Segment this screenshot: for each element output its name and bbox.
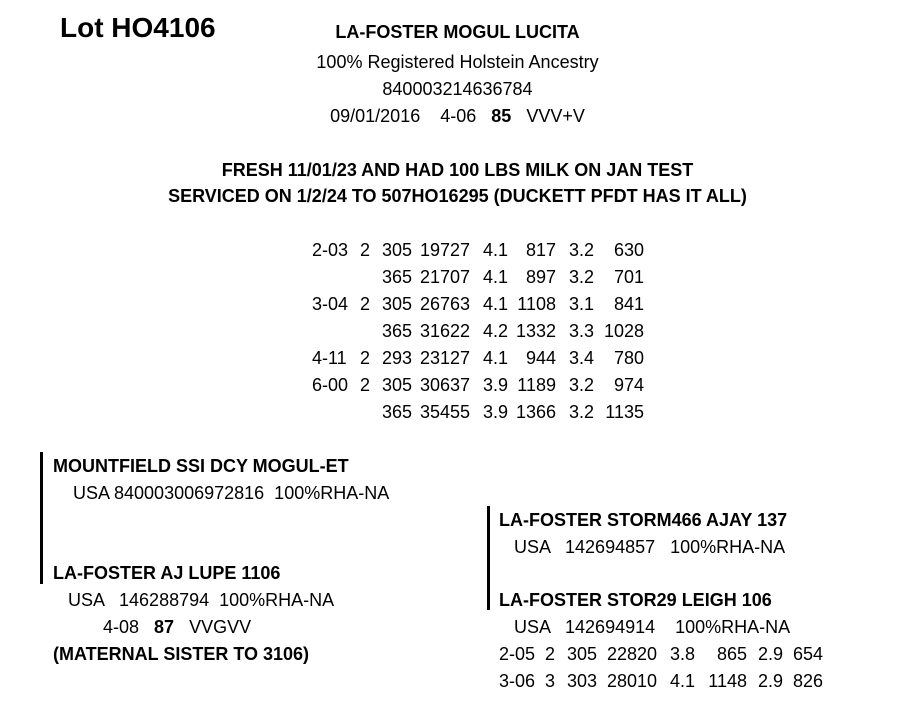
record-milk: 28010 — [606, 670, 657, 691]
record-row — [312, 345, 644, 371]
dam-note: (MATERNAL SISTER TO 3106) — [53, 644, 310, 664]
record-fat: 1148 — [708, 670, 747, 691]
granddam-record-row — [499, 641, 823, 667]
record-milk: 30637 — [419, 374, 470, 395]
record-pro-pct: 2.9 — [757, 643, 783, 664]
record-lactation: 2 — [359, 347, 370, 368]
record-fat: 944 — [525, 347, 556, 368]
record-milk: 31622 — [419, 320, 470, 341]
animal-name: LA-FOSTER MOGUL LUCITA — [335, 22, 580, 42]
dam-classification — [103, 617, 251, 638]
record-pro: 974 — [613, 374, 644, 395]
record-milk: 26763 — [419, 293, 470, 314]
ancestry-line: 100% Registered Holstein Ancestry — [316, 52, 599, 72]
record-lactation: 2 — [359, 374, 370, 395]
record-pro-pct: 3.2 — [568, 401, 594, 422]
record-row — [312, 372, 644, 398]
maternal-granddam-name: LA-FOSTER STOR29 LEIGH 106 — [499, 590, 772, 610]
classification-score: 85 — [491, 106, 512, 126]
record-fat-pct: 3.9 — [482, 374, 508, 395]
record-pro-pct: 3.1 — [568, 293, 594, 314]
record-pro: 826 — [792, 670, 823, 691]
record-days: 293 — [381, 347, 412, 368]
record-days: 365 — [381, 401, 412, 422]
record-age: 2-05 — [499, 643, 536, 664]
record-age: 2-03 — [312, 239, 349, 260]
record-age: 4-11 — [312, 347, 347, 368]
record-lactation: 3 — [544, 670, 555, 691]
birth-date: 09/01/2016 — [330, 106, 421, 126]
record-row — [312, 237, 644, 263]
record-milk: 21707 — [419, 266, 470, 287]
record-milk: 19727 — [419, 239, 470, 260]
record-pro-pct: 3.3 — [568, 320, 594, 341]
classification-breakdown: VVV+V — [526, 106, 585, 126]
record-age: 3-04 — [312, 293, 349, 314]
record-days: 305 — [381, 293, 412, 314]
record-days: 305 — [566, 643, 597, 664]
sire-name: MOUNTFIELD SSI DCY MOGUL-ET — [53, 456, 349, 476]
record-fat-pct: 4.1 — [482, 266, 508, 287]
record-fat-pct: 3.9 — [482, 401, 508, 422]
record-days: 365 — [381, 266, 412, 287]
record-fat: 1108 — [517, 293, 556, 314]
note-fresh: FRESH 11/01/23 AND HAD 100 LBS MILK ON JAN TEST — [221, 160, 694, 180]
record-row — [312, 318, 644, 344]
record-pro: 1135 — [605, 401, 644, 422]
record-fat-pct: 4.1 — [669, 670, 695, 691]
record-pro: 841 — [613, 293, 644, 314]
record-fat: 1332 — [515, 320, 556, 341]
record-fat-pct: 4.2 — [482, 320, 508, 341]
record-pro: 780 — [613, 347, 644, 368]
record-milk: 35455 — [419, 401, 470, 422]
granddam-record-row — [499, 668, 823, 694]
record-fat: 1189 — [517, 374, 556, 395]
sire-line: USA 840003006972816 100%RHA-NA — [73, 483, 390, 503]
record-row — [312, 399, 644, 425]
note-serviced: SERVICED ON 1/2/24 TO 507HO16295 (DUCKETT PFDT HAS IT ALL) — [168, 186, 747, 206]
record-pro: 630 — [613, 239, 644, 260]
record-fat-pct: 4.1 — [482, 239, 508, 260]
record-fat-pct: 4.1 — [482, 293, 508, 314]
record-fat: 865 — [716, 643, 747, 664]
record-days: 303 — [566, 670, 597, 691]
maternal-granddam-line: USA 142694914 100%RHA-NA — [514, 617, 791, 637]
maternal-grandsire-line: USA 142694857 100%RHA-NA — [514, 537, 786, 557]
record-fat: 1366 — [515, 401, 556, 422]
pedigree-bracket-right — [487, 506, 490, 610]
record-pro: 654 — [792, 643, 823, 664]
record-pro-pct: 3.2 — [568, 266, 594, 287]
record-lactation: 2 — [544, 643, 555, 664]
record-fat: 817 — [525, 239, 556, 260]
dam-name: LA-FOSTER AJ LUPE 1106 — [53, 563, 281, 583]
maternal-grandsire-name: LA-FOSTER STORM466 AJAY 137 — [499, 510, 788, 530]
record-lactation: 2 — [359, 293, 370, 314]
dam-breakdown: VVGVV — [189, 617, 252, 637]
record-milk: 23127 — [419, 347, 470, 368]
record-pro: 1028 — [603, 320, 644, 341]
dam-score: 87 — [154, 617, 175, 637]
pedigree-bracket-left — [40, 452, 43, 584]
record-row — [312, 264, 644, 290]
classification-age: 4-06 — [440, 106, 477, 126]
dam-class-age: 4-08 — [103, 617, 140, 637]
record-pro-pct: 3.2 — [568, 239, 594, 260]
lot-number: Lot HO4106 — [60, 12, 216, 43]
animal-id: 840003214636784 — [382, 79, 533, 99]
record-pro-pct: 3.4 — [568, 347, 594, 368]
dam-line: USA 146288794 100%RHA-NA — [68, 590, 335, 610]
animal-info-line — [0, 106, 915, 127]
record-lactation: 2 — [359, 239, 370, 260]
record-age: 6-00 — [312, 374, 349, 395]
record-row — [312, 291, 644, 317]
record-days: 305 — [381, 374, 412, 395]
record-pro-pct: 2.9 — [757, 670, 783, 691]
record-days: 365 — [381, 320, 412, 341]
record-fat-pct: 4.1 — [482, 347, 508, 368]
record-pro: 701 — [613, 266, 644, 287]
record-age: 3-06 — [499, 670, 536, 691]
record-days: 305 — [381, 239, 412, 260]
record-pro-pct: 3.2 — [568, 374, 594, 395]
record-milk: 22820 — [606, 643, 657, 664]
record-fat: 897 — [525, 266, 556, 287]
record-fat-pct: 3.8 — [669, 643, 695, 664]
